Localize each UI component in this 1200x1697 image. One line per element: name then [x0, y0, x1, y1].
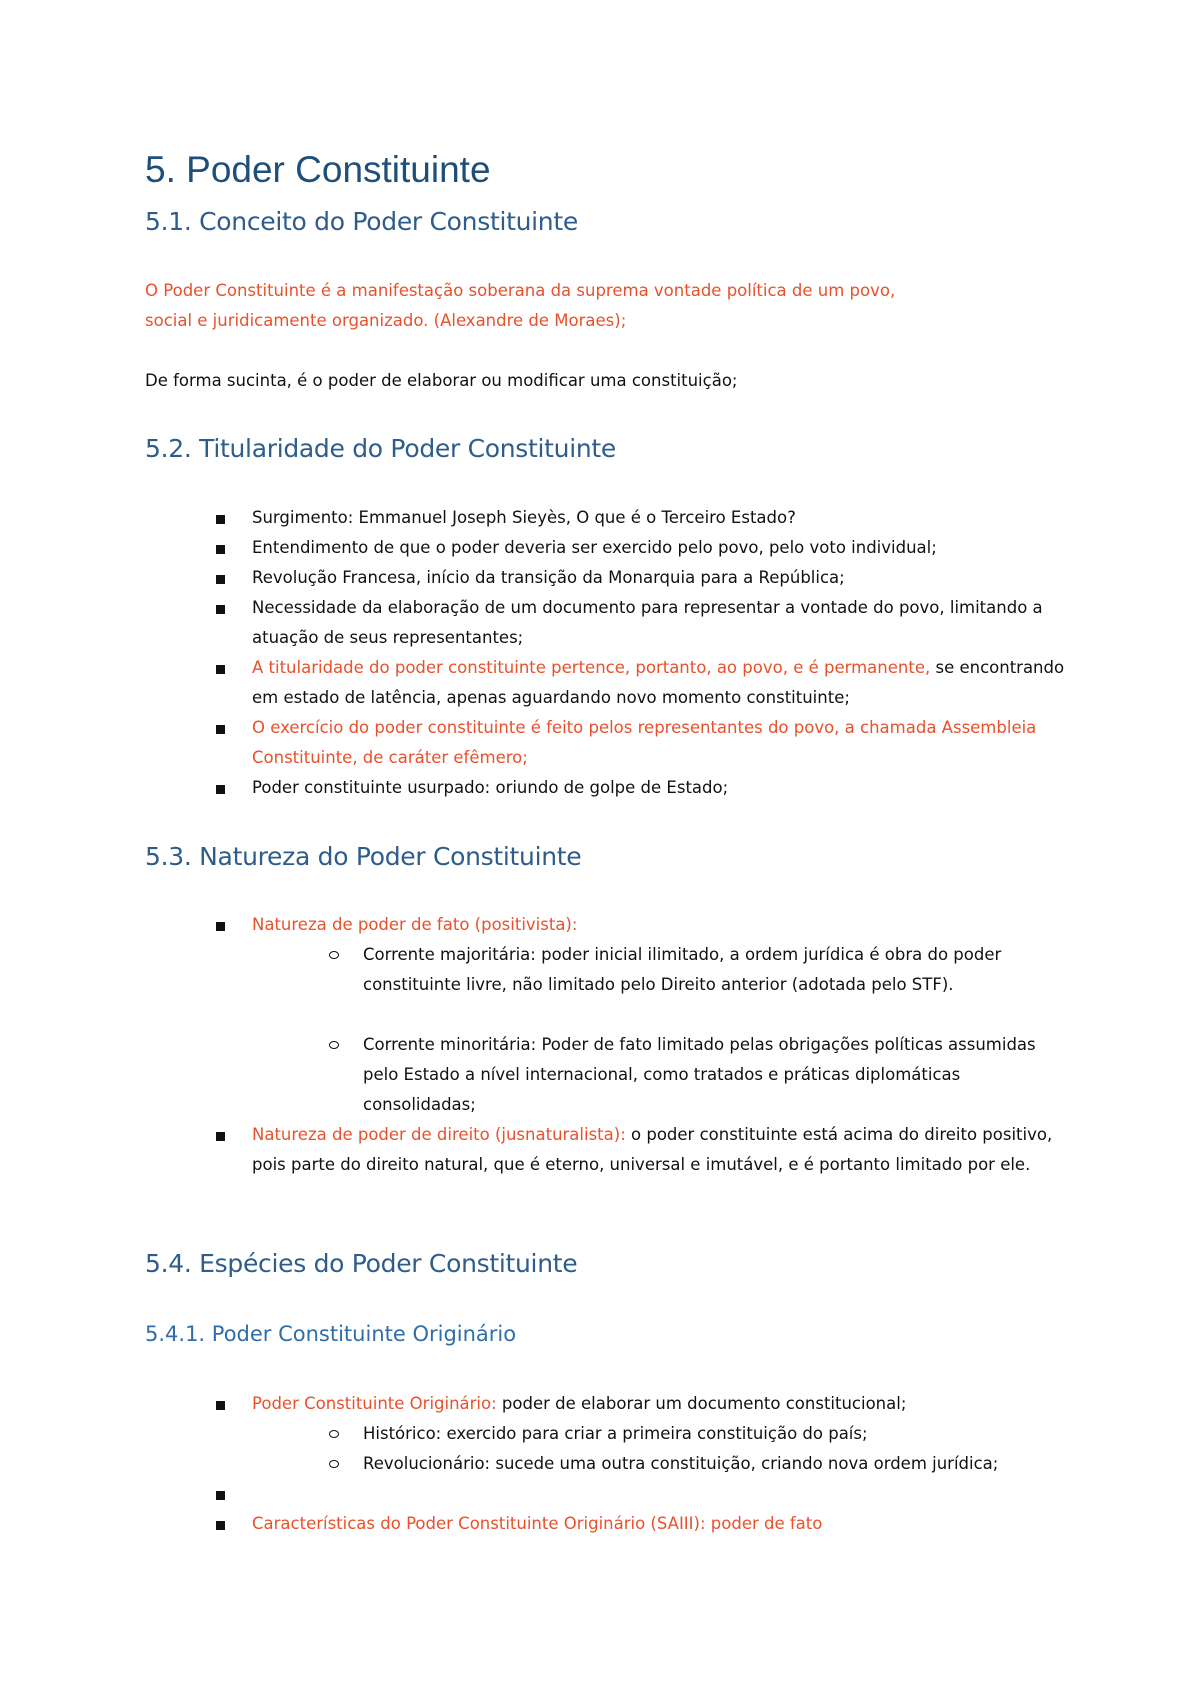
- section-heading-5-2: 5.2. Titularidade do Poder Constituinte: [145, 434, 616, 463]
- definition-quote: O Poder Constituinte é a manifestação soberana da suprema vontade política de um povo, social e juridicamente organizado. (Alexandre de Moraes);: [145, 281, 896, 330]
- list-item: Entendimento de que o poder deveria ser exercido pelo povo, pelo voto individual;: [252, 533, 1082, 563]
- list-item: Poder constituinte usurpado: oriundo de golpe de Estado;: [252, 773, 1082, 803]
- list-item: Surgimento: Emmanuel Joseph Sieyès, O que é o Terceiro Estado?: [252, 503, 1082, 533]
- square-bullet-icon: [216, 1401, 225, 1410]
- circle-bullet-icon: [329, 1041, 339, 1049]
- square-bullet-icon: [216, 1521, 225, 1530]
- square-bullet-icon: [216, 1132, 225, 1141]
- list-item: Natureza de poder de direito (jusnaturalista): o poder constituinte está acima do direito positivo, pois parte do direito natural, que é eterno, universal e imutável, e é portanto limitado por ele.: [252, 1120, 1082, 1180]
- square-bullet-icon: [216, 575, 225, 584]
- square-bullet-icon: [216, 1491, 225, 1500]
- square-bullet-icon: [216, 515, 225, 524]
- list-item: A titularidade do poder constituinte pertence, portanto, ao povo, e é permanente, se encontrando em estado de latência, apenas aguardando novo momento constituinte;: [252, 653, 1082, 713]
- list-item: Natureza de poder de fato (positivista):: [252, 910, 1082, 940]
- section-heading-5-1: 5.1. Conceito do Poder Constituinte: [145, 207, 578, 236]
- square-bullet-icon: [216, 665, 225, 674]
- circle-bullet-icon: [329, 1460, 339, 1468]
- subsection-heading-5-4-1: 5.4.1. Poder Constituinte Originário: [145, 1322, 517, 1346]
- square-bullet-icon: [216, 785, 225, 794]
- square-bullet-icon: [216, 545, 225, 554]
- page-title: 5. Poder Constituinte: [145, 149, 491, 190]
- circle-bullet-icon: [329, 1430, 339, 1438]
- circle-bullet-icon: [329, 951, 339, 959]
- definition-summary: De forma sucinta, é o poder de elaborar ou modificar uma constituição;: [145, 371, 738, 390]
- list-item: O exercício do poder constituinte é feito pelos representantes do povo, a chamada Assembleia Constituinte, de caráter efêmero;: [252, 713, 1082, 773]
- square-bullet-icon: [216, 725, 225, 734]
- square-bullet-icon: [216, 605, 225, 614]
- sub-list-item: Corrente minoritária: Poder de fato limitado pelas obrigações políticas assumidas pelo Estado a nível internacional, como tratados e práticas diplomáticas consolidadas;: [363, 1030, 1063, 1120]
- square-bullet-icon: [216, 922, 225, 931]
- list-item: Necessidade da elaboração de um documento para representar a vontade do povo, limitando a atuação de seus representantes;: [252, 593, 1082, 653]
- sub-list-item: Revolucionário: sucede uma outra constituição, criando nova ordem jurídica;: [363, 1449, 1063, 1479]
- sub-list-item: Histórico: exercido para criar a primeira constituição do país;: [363, 1419, 1063, 1449]
- section-heading-5-3: 5.3. Natureza do Poder Constituinte: [145, 842, 582, 871]
- sub-list-item: Corrente majoritária: poder inicial ilimitado, a ordem jurídica é obra do poder constituinte livre, não limitado pelo Direito anterior (adotada pelo STF).: [363, 940, 1063, 1000]
- list-item: Poder Constituinte Originário: poder de elaborar um documento constitucional;: [252, 1389, 1082, 1419]
- list-item: Características do Poder Constituinte Originário (SAIII): poder de fato: [252, 1509, 1082, 1539]
- section-heading-5-4: 5.4. Espécies do Poder Constituinte: [145, 1249, 578, 1278]
- list-item: Revolução Francesa, início da transição da Monarquia para a República;: [252, 563, 1082, 593]
